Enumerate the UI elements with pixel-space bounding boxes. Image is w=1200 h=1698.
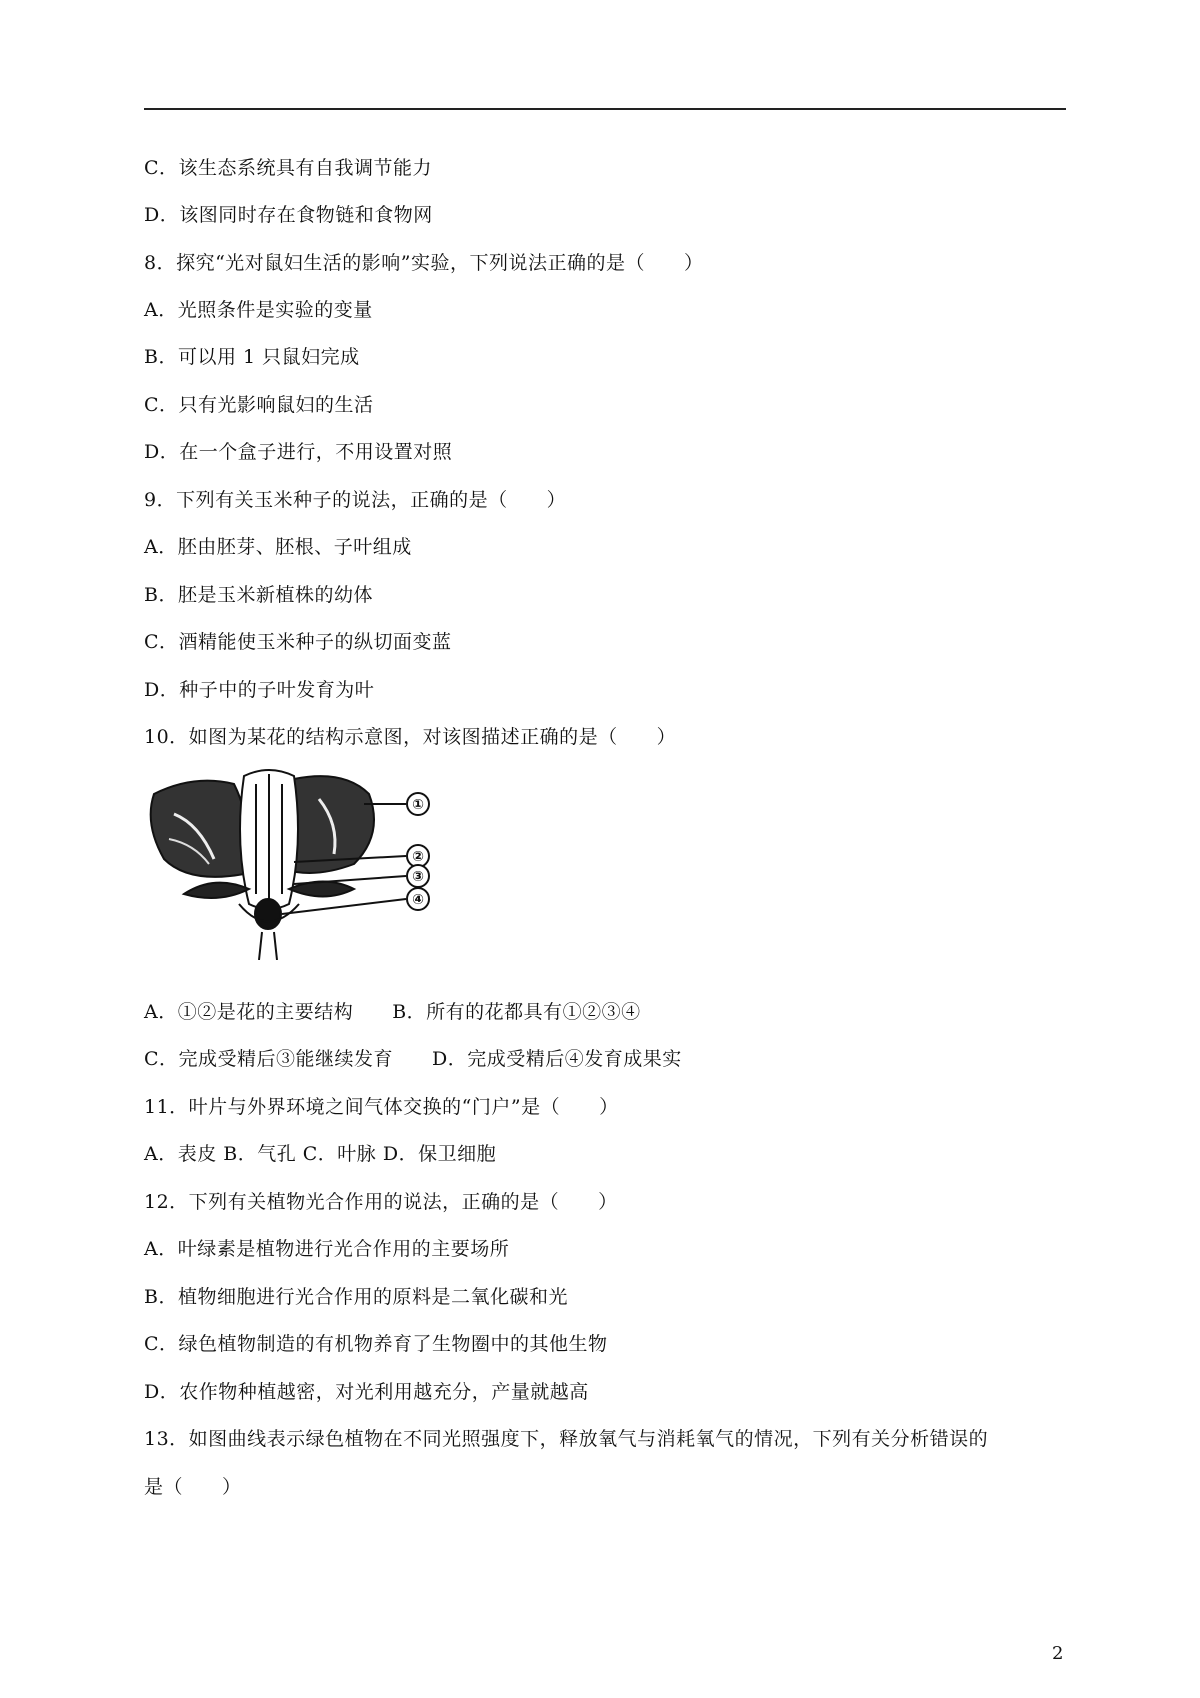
option-7c: C．该生态系统具有自我调节能力 [144, 157, 433, 179]
figure-label-1: ① [412, 797, 424, 813]
figure-label-2: ② [412, 849, 424, 865]
options-11: A．表皮 B．气孔 C．叶脉 D．保卫细胞 [144, 1143, 497, 1165]
option-12a: A．叶绿素是植物进行光合作用的主要场所 [144, 1238, 510, 1260]
option-8a: A．光照条件是实验的变量 [144, 299, 373, 321]
option-9a: A．胚由胚芽、胚根、子叶组成 [144, 536, 412, 558]
option-8d: D．在一个盒子进行，不用设置对照 [144, 441, 453, 463]
question-8: 8．探究“光对鼠妇生活的影响”实验，下列说法正确的是（ ） [144, 252, 704, 274]
option-9d: D．种子中的子叶发育为叶 [144, 679, 375, 701]
options-10ab: A．①②是花的主要结构 B．所有的花都具有①②③④ [144, 1001, 641, 1023]
option-9b: B．胚是玉米新植株的幼体 [144, 584, 373, 606]
question-10: 10．如图为某花的结构示意图，对该图描述正确的是（ ） [144, 726, 677, 748]
question-13: 13．如图曲线表示绿色植物在不同光照强度下，释放氧气与消耗氧气的情况，下列有关分析错误的 [144, 1428, 989, 1450]
option-8b: B．可以用 1 只鼠妇完成 [144, 346, 360, 368]
question-11: 11．叶片与外界环境之间气体交换的“门户”是（ ） [144, 1096, 619, 1118]
flower-structure-figure [144, 764, 460, 960]
question-12: 12．下列有关植物光合作用的说法，正确的是（ ） [144, 1191, 618, 1213]
option-8c: C．只有光影响鼠妇的生活 [144, 394, 374, 416]
option-12c: C．绿色植物制造的有机物养育了生物圈中的其他生物 [144, 1333, 608, 1355]
figure-label-3: ③ [412, 869, 424, 885]
option-12d: D．农作物种植越密，对光利用越充分，产量就越高 [144, 1381, 589, 1403]
header-rule [144, 108, 1066, 110]
question-9: 9．下列有关玉米种子的说法，正确的是（ ） [144, 489, 567, 511]
options-10cd: C．完成受精后③能继续发育 D．完成受精后④发育成果实 [144, 1048, 682, 1070]
figure-label-4: ④ [412, 892, 424, 908]
option-12b: B．植物细胞进行光合作用的原料是二氧化碳和光 [144, 1286, 568, 1308]
page-number: 2 [1052, 1643, 1064, 1664]
option-7d: D．该图同时存在食物链和食物网 [144, 204, 433, 226]
option-9c: C．酒精能使玉米种子的纵切面变蓝 [144, 631, 452, 653]
question-13-cont: 是（ ） [144, 1476, 242, 1498]
